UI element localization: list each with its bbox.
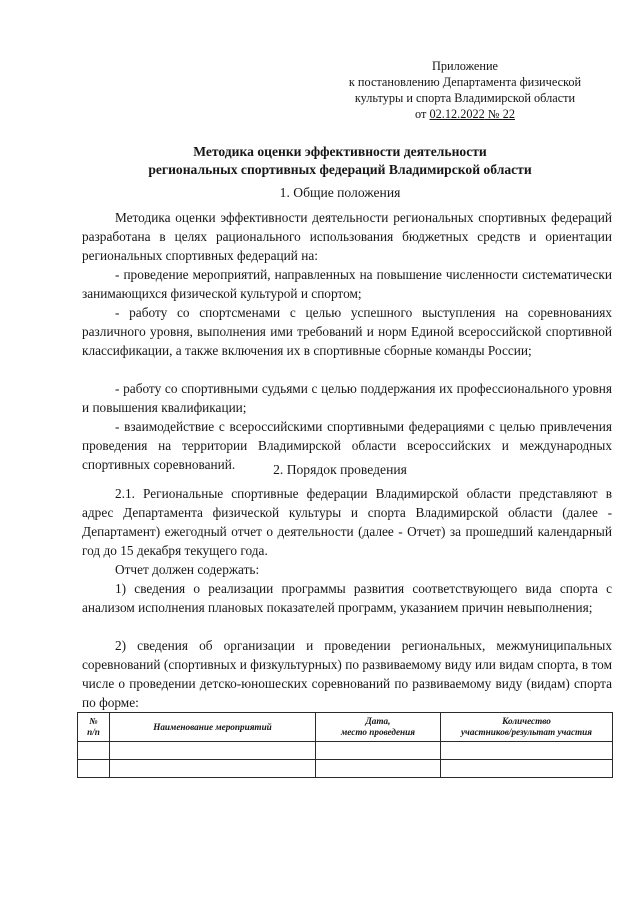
table-header-event-name: Наименование мероприятий <box>110 713 316 742</box>
section-1-paragraph-5: - взаимодействие с всероссийскими спортивными федерациями с целью привлечения проведения на территории Владимирской области всероссийских и международных спортивных соревнований. <box>82 419 612 472</box>
table-row <box>78 760 613 778</box>
appendix-date: 02.12.2022 <box>429 107 485 121</box>
table-header-row <box>78 713 613 742</box>
section-2-paragraph-3: 1) сведения о реализации программы развития соответствующего вида спорта с анализом исполнения плановых показателей программ, указанием причин невыполнения; <box>82 581 612 615</box>
table-cell <box>316 742 441 760</box>
section-2-heading: 2. Порядок проведения <box>273 462 407 477</box>
table-cell <box>78 760 110 778</box>
section-1-paragraph-2: - проведение мероприятий, направленных на повышение численности систематически занимающихся физической культурой и спортом; <box>82 267 612 301</box>
table-cell <box>441 760 613 778</box>
section-2-paragraph-2: Отчет должен содержать: <box>115 562 260 577</box>
table-cell <box>441 742 613 760</box>
table-cell <box>78 742 110 760</box>
table-header-number: № п/п <box>78 713 110 742</box>
table-cell <box>110 760 316 778</box>
appendix-department-line: культуры и спорта Владимирской области <box>354 91 576 105</box>
title-line-2: региональных спортивных федераций Владимирской области <box>148 162 532 177</box>
appendix-number: 22 <box>502 107 515 121</box>
section-1-heading: 1. Общие положения <box>279 185 401 200</box>
section-1-paragraph-3: - работу со спортсменами с целью успешного выступления на соревнованиях различного уровня, выполнения ими требований и норм Единой всероссийской спортивной классификации, а также включения их в спортивные сборные команды России; <box>82 305 612 358</box>
appendix-block <box>340 58 590 122</box>
document-title <box>60 143 620 179</box>
section-1-paragraph-4: - работу со спортивными судьями с целью поддержания их профессионального уровня и повышения квалификации; <box>82 381 612 415</box>
section-2-paragraph-4: 2) сведения об организации и проведении региональных, межмуниципальных соревнований (спортивных и физкультурных) по развиваемому виду или видам спорта, в том числе о проведении детско-юношеских соревнований по развиваемому виду (видам) спорта по форме: <box>82 638 612 710</box>
table-cell <box>316 760 441 778</box>
appendix-label: Приложение <box>432 59 498 73</box>
table-cell <box>110 742 316 760</box>
table-header-date-place: Дата, место проведения <box>316 713 441 742</box>
section-2-paragraph-1: 2.1. Региональные спортивные федерации Владимирской области представляют в адрес Департамента физической культуры и спорта Владимирской области (далее - Департамент) ежегодный отчет о деятельности (далее - Отчет) за прошедший календарный год до 15 декабря текущего года. <box>82 486 612 558</box>
section-1-paragraph-1: Методика оценки эффективности деятельности региональных спортивных федераций разработана в целях рационального использования бюджетных средств и ориентации региональных спортивных федераций на: <box>82 210 612 263</box>
events-table <box>77 712 613 778</box>
appendix-date-line: от 02.12.2022 № 22 <box>415 107 515 121</box>
table-header-participants: Количество участников/результат участия <box>441 713 613 742</box>
appendix-resolution-line: к постановлению Департамента физической <box>348 75 582 89</box>
title-line-1: Методика оценки эффективности деятельности <box>193 144 487 159</box>
table-row <box>78 742 613 760</box>
